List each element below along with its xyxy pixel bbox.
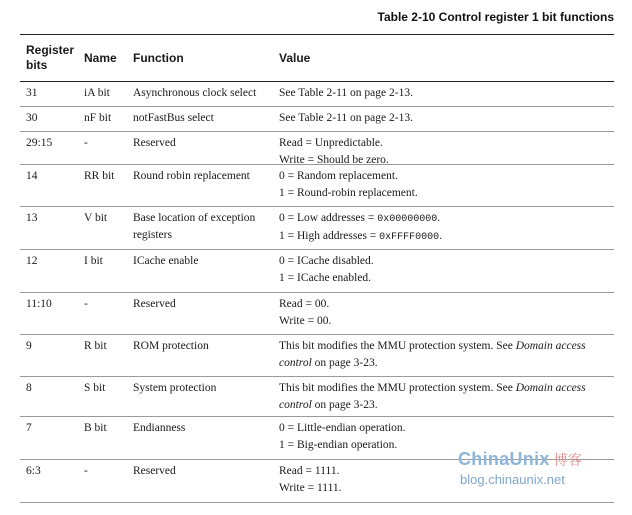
header-register-bits: [20, 35, 84, 81]
watermark-brand-cn: 博客: [553, 452, 583, 468]
watermark-brand: [458, 449, 582, 470]
table-row: [20, 165, 614, 207]
cell-function-line: Base location of exception: [133, 212, 256, 224]
cell-value: [279, 210, 614, 249]
cell-value-text: .: [437, 212, 441, 224]
cell-name: S bit: [84, 382, 106, 394]
table-row: [20, 207, 614, 250]
header-value: Value: [279, 50, 311, 65]
cell-value-line: Read = 00.: [279, 298, 330, 310]
cell-value: [279, 338, 614, 376]
watermark-url: blog.chinaunix.net: [460, 472, 565, 487]
cell-function: [133, 463, 279, 502]
cell-bits: 29:15: [26, 137, 53, 149]
cell-name: -: [84, 298, 88, 310]
cell-function-line: Asynchronous clock select: [133, 87, 257, 99]
cell-value: [279, 168, 614, 206]
table-body: [20, 82, 614, 503]
cell-function-line: System protection: [133, 382, 217, 394]
cell-value-line: Read = 1111.: [279, 465, 340, 477]
cell-value-line: Read = Unpredictable.: [279, 137, 383, 149]
cell-name: iA bit: [84, 87, 110, 99]
cell-value-line: [279, 355, 614, 372]
cell-name: V bit: [84, 212, 108, 224]
table-row: [20, 293, 614, 335]
cell-function-line: Endianness: [133, 422, 186, 434]
cell-function-line: ROM protection: [133, 340, 209, 352]
cell-value-text: 1 = High addresses =: [279, 230, 380, 242]
cell-function-line: Reserved: [133, 298, 176, 310]
cell-function: [133, 85, 279, 106]
cell-value-line: 0 = ICache disabled.: [279, 255, 374, 267]
cell-value: [279, 380, 614, 416]
cell-function: [133, 380, 279, 416]
cell-bits: 7: [26, 422, 32, 434]
cell-bits: 13: [26, 212, 38, 224]
cell-value: [279, 296, 614, 334]
control-register-table: [20, 34, 614, 503]
cross-reference-link[interactable]: control: [279, 357, 312, 369]
cell-bits: 31: [26, 87, 38, 99]
cell-function-line: Reserved: [133, 465, 176, 477]
cell-function-line: Reserved: [133, 137, 176, 149]
cell-bits: 30: [26, 112, 38, 124]
table-row: [20, 250, 614, 293]
cell-value-line: Write = Should be zero.: [279, 154, 389, 166]
header-function: Function: [133, 50, 184, 65]
cell-value-line: 0 = Random replacement.: [279, 170, 398, 182]
cell-name: B bit: [84, 422, 107, 434]
cell-name: -: [84, 465, 88, 477]
cell-value: [279, 110, 614, 131]
cell-value-line: [279, 228, 614, 246]
cell-value-text: This bit modifies the MMU protection system. See: [279, 340, 516, 352]
cell-function: [133, 420, 279, 459]
cell-value-text: 0 = Low addresses =: [279, 212, 378, 224]
cell-bits: 6:3: [26, 465, 41, 477]
header-register-bits-line2: bits: [26, 58, 48, 72]
cell-value-text: This bit modifies the MMU protection system. See: [279, 382, 516, 394]
table-row: [20, 377, 614, 417]
cell-value-text: on page 3-23.: [311, 357, 378, 369]
cell-value-text: on page 3-23.: [311, 399, 378, 411]
cell-bits: 8: [26, 382, 32, 394]
cell-value-line: [279, 380, 614, 397]
cell-value-line: 0 = Little-endian operation.: [279, 422, 406, 434]
cell-value-line: Write = 00.: [279, 315, 332, 327]
cell-value-line: [279, 210, 614, 228]
table-caption: Table 2-10 Control register 1 bit functions: [377, 10, 614, 24]
cell-value-text: .: [439, 230, 443, 242]
cell-function: [133, 168, 279, 206]
cross-reference-link[interactable]: Domain access: [515, 382, 586, 394]
table-row: [20, 107, 614, 132]
cell-value-line: 1 = Big-endian operation.: [279, 439, 398, 451]
cell-bits: 11:10: [26, 298, 52, 310]
cell-value-line: Write = 1111.: [279, 482, 342, 494]
cell-function-line: registers: [133, 229, 172, 241]
table-row: [20, 132, 614, 165]
cell-function-line: notFastBus select: [133, 112, 214, 124]
cell-value-line: See Table 2-11 on page 2-13.: [279, 112, 413, 124]
cell-function: [133, 110, 279, 131]
header-register-bits-line1: Register: [26, 43, 75, 57]
table-row: [20, 82, 614, 107]
cell-function: [133, 296, 279, 334]
cell-function: [133, 135, 279, 164]
cell-bits: 9: [26, 340, 32, 352]
cell-function: [133, 210, 279, 249]
table-header-row: [20, 35, 614, 82]
cell-value: [279, 85, 614, 106]
cell-function-line: Round robin replacement: [133, 170, 250, 182]
cell-function-line: ICache enable: [133, 255, 199, 267]
cell-function: [133, 338, 279, 376]
cell-value-line: [279, 397, 614, 414]
cell-value-line: [279, 338, 614, 355]
cell-name: nF bit: [84, 112, 112, 124]
cell-value-line: See Table 2-11 on page 2-13.: [279, 87, 413, 99]
cell-name: R bit: [84, 340, 107, 352]
header-name: Name: [84, 50, 117, 65]
cell-value: [279, 253, 614, 292]
cell-name: RR bit: [84, 170, 115, 182]
cell-name: I bit: [84, 255, 103, 267]
cell-function: [133, 253, 279, 292]
cell-value-line: 1 = ICache enabled.: [279, 272, 372, 284]
cell-bits: 14: [26, 170, 38, 182]
address-code: 0x00000000: [377, 214, 438, 225]
cell-bits: 12: [26, 255, 38, 267]
cross-reference-link[interactable]: Domain access: [515, 340, 586, 352]
address-code: 0xFFFF0000: [379, 232, 440, 243]
cell-value: [279, 135, 614, 164]
cell-value-line: 1 = Round-robin replacement.: [279, 187, 418, 199]
cross-reference-link[interactable]: control: [279, 399, 312, 411]
watermark-brand-text: ChinaUnix: [458, 449, 550, 469]
table-row: [20, 335, 614, 377]
cell-name: -: [84, 137, 88, 149]
